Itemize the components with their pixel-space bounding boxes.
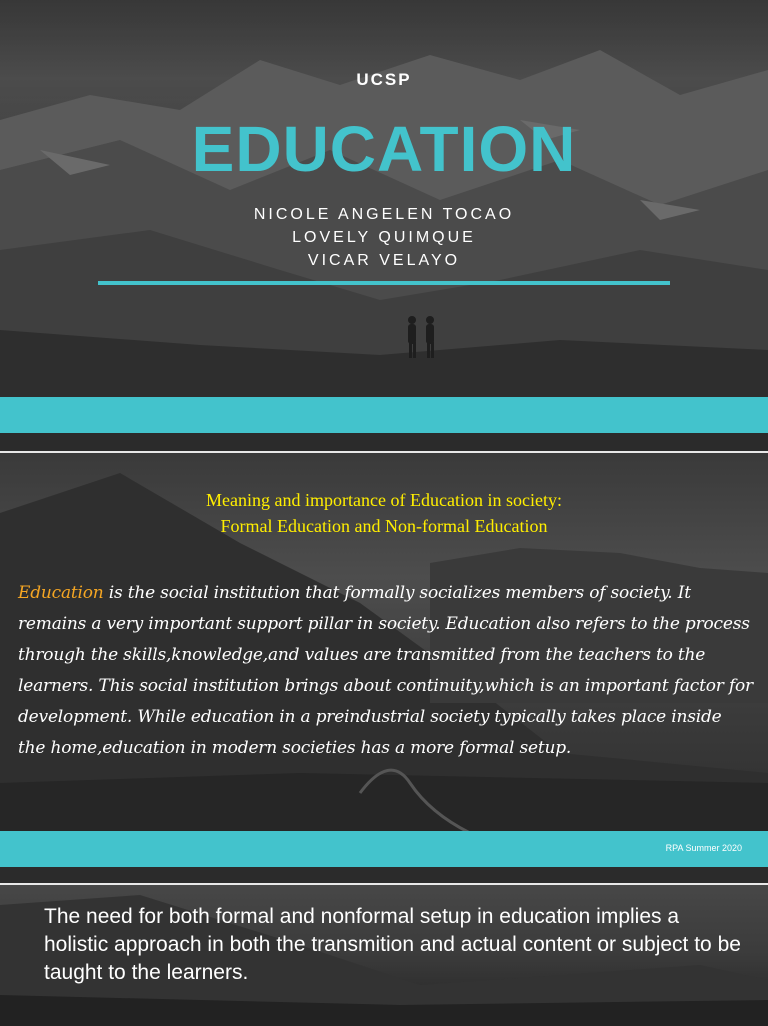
accent-band [0, 831, 768, 867]
cover-slide [0, 0, 768, 433]
hikers-silhouette [400, 312, 440, 367]
content-slide [0, 883, 768, 1026]
heading-line: Meaning and importance of Education in society: [206, 490, 562, 510]
section-heading [0, 487, 768, 539]
author-name: VICAR VELAYO [307, 252, 461, 269]
author-name: LOVELY QUIMQUE [292, 229, 476, 246]
author-list [0, 203, 768, 272]
accent-band [0, 397, 768, 433]
highlighted-term: Education [18, 583, 104, 603]
paragraph-text: is the social institution that formally socializes members of society. It remains a very important support pillar in society. Education also refers to the process through the skills,knowledge,and values are transmitted from the teachers to the learners. This social institution brings about continuity,which is an important factor for development. While education in a preindustrial society typically takes place inside the home,education in modern societies has a more formal setup. [18, 583, 753, 758]
footer-credit: RPA Summer 2020 [665, 843, 742, 853]
body-paragraph [18, 578, 753, 764]
content-slide [0, 451, 768, 867]
body-paragraph: The need for both formal and nonformal setup in education implies a holistic approach in both the transmition and actual content or subject to be taught to the learners. [44, 905, 741, 984]
course-label: UCSP [356, 70, 412, 89]
heading-line: Formal Education and Non-formal Education [220, 516, 548, 536]
author-name: NICOLE ANGELEN TOCAO [253, 206, 515, 223]
title-divider [98, 281, 670, 285]
page-title: EDUCATION [191, 113, 577, 185]
